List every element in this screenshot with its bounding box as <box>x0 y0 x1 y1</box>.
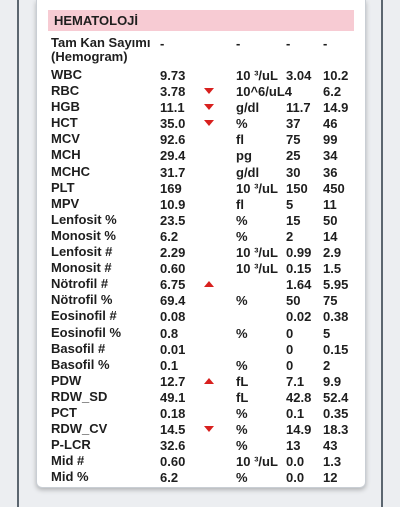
table-row <box>51 245 357 261</box>
test-name: MPV <box>51 195 80 211</box>
reference-max: 36 <box>323 164 338 180</box>
reference-max: 99 <box>323 132 338 148</box>
group-min-placeholder: - <box>286 36 291 51</box>
reference-max: 52.4 <box>323 389 349 405</box>
reference-min: 11.7 <box>286 100 311 116</box>
reference-max: 75 <box>323 293 338 309</box>
test-value: 169 <box>160 180 182 196</box>
table-row <box>51 422 357 438</box>
test-value: 29.4 <box>160 148 186 164</box>
test-name: RDW_CV <box>51 421 108 437</box>
test-name: PDW <box>51 372 82 388</box>
test-name: RBC <box>51 83 80 99</box>
reference-min: 3.04 <box>286 68 312 83</box>
frame-right-border <box>381 0 383 507</box>
reference-max: 0.15 <box>323 341 349 357</box>
table-row <box>51 454 357 470</box>
reference-min: 150 <box>286 180 308 196</box>
test-value: 10.9 <box>160 196 186 212</box>
reference-max: 10.2 <box>323 68 349 83</box>
test-value: 0.60 <box>160 454 186 470</box>
reference-max: 2 <box>323 357 331 373</box>
table-row <box>51 277 357 293</box>
reference-min: 0 <box>286 341 294 357</box>
test-name: P-LCR <box>51 437 91 453</box>
table-row <box>51 181 357 197</box>
test-name: HGB <box>51 99 80 115</box>
reference-min: 13 <box>286 438 301 454</box>
test-name: PCT <box>51 404 77 420</box>
reference-min: 0.99 <box>286 245 312 261</box>
group-name <box>51 36 159 64</box>
test-unit: % <box>236 325 248 341</box>
test-name: Eosinofil # <box>51 308 117 324</box>
test-unit: % <box>236 212 248 228</box>
reference-max: 5 <box>323 325 331 341</box>
table-row <box>51 213 357 229</box>
test-value: 9.73 <box>160 68 186 83</box>
test-name: Nötrofil % <box>51 292 113 308</box>
group-max-placeholder: - <box>323 36 328 51</box>
reference-max: 46 <box>323 116 338 132</box>
test-unit: % <box>236 405 248 421</box>
test-unit: g/dl <box>236 164 260 180</box>
section-header: HEMATOLOJİ <box>48 10 354 31</box>
table-row <box>51 326 357 342</box>
reference-max: 6.2 <box>323 84 342 100</box>
reference-min: 0 <box>286 325 294 341</box>
test-unit: 10 ³/uL <box>236 245 278 261</box>
reference-min: 0.02 <box>286 309 312 325</box>
reference-min: 7.1 <box>286 373 305 389</box>
table-row <box>51 148 357 164</box>
table-row <box>51 374 357 390</box>
test-value: 12.7 <box>160 373 186 389</box>
group-unit-placeholder: - <box>236 36 241 51</box>
high-flag-icon <box>204 281 214 287</box>
reference-min: 15 <box>286 212 301 228</box>
table-row <box>51 229 357 245</box>
group-name-line1: Tam Kan Sayımı <box>51 35 151 50</box>
test-name: MCHC <box>51 163 90 179</box>
test-name: Monosit % <box>51 227 116 243</box>
reference-min: 14.9 <box>286 422 312 438</box>
test-unit: 10^6/uL4 <box>236 84 293 100</box>
test-unit: % <box>236 470 248 486</box>
test-name: Mid # <box>51 453 85 469</box>
test-unit: % <box>236 116 248 132</box>
test-value: 2.29 <box>160 245 186 261</box>
reference-max: 2.9 <box>323 245 342 261</box>
table-row <box>51 438 357 454</box>
reference-min: 37 <box>286 116 301 132</box>
table-row <box>51 390 357 406</box>
test-name: Basofil # <box>51 340 106 356</box>
test-unit: fL <box>236 389 249 405</box>
table-row <box>51 406 357 422</box>
test-name: PLT <box>51 179 75 195</box>
low-flag-icon <box>204 88 214 94</box>
reference-min: 0.0 <box>286 454 305 470</box>
test-name: MCH <box>51 147 81 163</box>
reference-max: 34 <box>323 148 338 164</box>
reference-max: 5.95 <box>323 277 349 293</box>
reference-min: 0.1 <box>286 405 305 421</box>
test-value: 0.8 <box>160 325 179 341</box>
test-unit: 10 ³/uL <box>236 180 278 196</box>
test-unit: 10 ³/uL <box>236 261 278 277</box>
reference-min: 0 <box>286 357 294 373</box>
test-unit: fl <box>236 132 244 148</box>
group-value-placeholder: - <box>160 36 165 51</box>
test-name: Nötrofil # <box>51 276 109 292</box>
test-name: WBC <box>51 67 83 82</box>
test-name: HCT <box>51 115 78 131</box>
table-row <box>51 342 357 358</box>
table-row <box>51 100 357 116</box>
reference-max: 0.38 <box>323 309 349 325</box>
results-table <box>51 36 357 486</box>
test-name: Mid % <box>51 469 89 485</box>
test-name: Lenfosit % <box>51 211 117 227</box>
test-value: 23.5 <box>160 212 186 228</box>
low-flag-icon <box>204 104 214 110</box>
test-unit: g/dl <box>236 100 260 116</box>
reference-max: 1.5 <box>323 261 342 277</box>
test-value: 69.4 <box>160 293 186 309</box>
reference-max: 43 <box>323 438 338 454</box>
reference-min: 50 <box>286 293 301 309</box>
test-name: Basofil % <box>51 356 110 372</box>
table-row <box>51 261 357 277</box>
high-flag-icon <box>204 378 214 384</box>
table-row <box>51 68 357 84</box>
reference-max: 1.3 <box>323 454 342 470</box>
test-value: 0.60 <box>160 261 186 277</box>
test-value: 11.1 <box>160 100 185 116</box>
test-value: 6.2 <box>160 228 179 244</box>
low-flag-icon <box>204 426 214 432</box>
reference-min: 0.0 <box>286 470 305 486</box>
test-unit: 10 ³/uL <box>236 454 278 470</box>
test-value: 6.2 <box>160 470 179 486</box>
test-name: MCV <box>51 131 80 147</box>
reference-max: 450 <box>323 180 345 196</box>
table-row <box>51 132 357 148</box>
reference-min: 0.15 <box>286 261 312 277</box>
test-name: Monosit # <box>51 260 112 276</box>
table-row <box>51 309 357 325</box>
test-value: 3.78 <box>160 84 186 100</box>
test-value: 0.08 <box>160 309 186 325</box>
table-row <box>51 84 357 100</box>
group-name-line2: (Hemogram) <box>51 49 128 64</box>
group-row <box>51 36 357 68</box>
low-flag-icon <box>204 120 214 126</box>
test-unit: 10 ³/uL <box>236 68 278 83</box>
test-unit: % <box>236 357 248 373</box>
test-value: 6.75 <box>160 277 186 293</box>
table-row <box>51 293 357 309</box>
table-row <box>51 358 357 374</box>
test-name: Lenfosit # <box>51 244 113 260</box>
test-unit: % <box>236 438 248 454</box>
table-row <box>51 197 357 213</box>
reference-max: 18.3 <box>323 422 349 438</box>
reference-min: 25 <box>286 148 301 164</box>
test-unit: % <box>236 228 248 244</box>
test-unit: % <box>236 422 248 438</box>
reference-max: 12 <box>323 470 338 486</box>
table-row <box>51 470 357 486</box>
reference-max: 9.9 <box>323 373 342 389</box>
table-row <box>51 165 357 181</box>
reference-min: 5 <box>286 196 294 212</box>
reference-min: 75 <box>286 132 301 148</box>
test-unit: % <box>236 293 248 309</box>
reference-min: 2 <box>286 228 294 244</box>
test-rows <box>51 68 357 486</box>
test-value: 92.6 <box>160 132 186 148</box>
reference-min: 42.8 <box>286 389 312 405</box>
reference-max: 14 <box>323 228 338 244</box>
reference-max: 11 <box>323 196 337 212</box>
test-unit: fL <box>236 373 249 389</box>
test-value: 32.6 <box>160 438 186 454</box>
test-value: 14.5 <box>160 422 186 438</box>
reference-min: 30 <box>286 164 301 180</box>
reference-max: 0.35 <box>323 405 349 421</box>
test-name: RDW_SD <box>51 388 108 404</box>
test-name: Eosinofil % <box>51 324 122 340</box>
test-value: 0.18 <box>160 405 186 421</box>
test-value: 31.7 <box>160 164 186 180</box>
test-value: 0.1 <box>160 357 179 373</box>
results-card <box>36 0 366 488</box>
frame-left-border <box>17 0 19 507</box>
test-value: 35.0 <box>160 116 186 132</box>
test-value: 49.1 <box>160 389 186 405</box>
test-value: 0.01 <box>160 341 186 357</box>
test-unit: fl <box>236 196 244 212</box>
test-unit: pg <box>236 148 252 164</box>
reference-max: 50 <box>323 212 338 228</box>
reference-max: 14.9 <box>323 100 349 116</box>
table-row <box>51 116 357 132</box>
reference-min: 1.64 <box>286 277 312 293</box>
